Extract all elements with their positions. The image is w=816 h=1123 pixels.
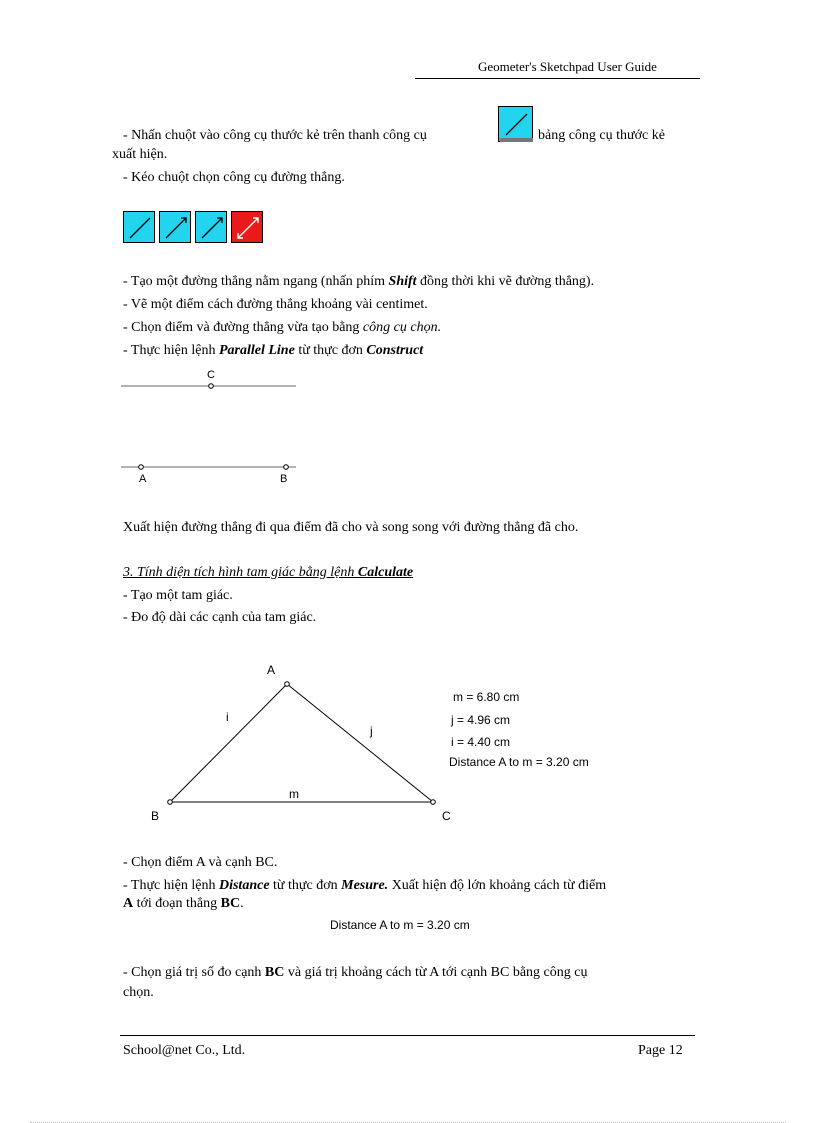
measurement-m[interactable]: m = 6.80 cm <box>453 690 520 704</box>
steps2-line-4-text: - Chọn giá trị số đo cạnh <box>123 965 265 980</box>
label-b: B <box>280 473 288 485</box>
header-rule <box>415 78 700 79</box>
vertex-b-label: B <box>151 809 160 823</box>
steps2-line-4-end: và giá trị khoảng cách từ A tới cạnh BC bằng công cụ <box>284 965 588 980</box>
line-tool-button[interactable] <box>195 211 227 243</box>
line-tool-selected-button[interactable] <box>231 211 263 243</box>
point-b <box>284 465 289 470</box>
shift-key: Shift <box>388 274 417 289</box>
side-i <box>170 684 287 802</box>
vertex-a <box>285 682 290 687</box>
measurement-j[interactable]: j = 4.96 cm <box>451 713 511 727</box>
ray-tool-button[interactable] <box>159 211 191 243</box>
steps2-line-3 <box>123 895 244 913</box>
para1-line2: xuất hiện. <box>112 147 168 162</box>
point-a <box>139 465 144 470</box>
section-3-line-2: - Đo độ dài các cạnh của tam giác. <box>123 610 317 625</box>
steps2-line-2-end: Xuất hiện độ lớn khoảng cách từ điểm <box>388 878 607 893</box>
line-tool-icon <box>196 212 228 244</box>
footer-page-number: Page 12 <box>638 1043 683 1058</box>
vertex-c-label: C <box>442 809 451 823</box>
label-a: A <box>139 473 147 485</box>
segment-tool-button[interactable] <box>123 211 155 243</box>
parallel-line-figure <box>115 365 315 490</box>
section-3-line-1: - Tạo một tam giác. <box>123 588 233 603</box>
side-j <box>287 684 433 802</box>
calculate-command: Calculate <box>357 565 414 580</box>
vertex-c <box>431 800 436 805</box>
section-3-title <box>123 564 413 582</box>
point-a-bold: A <box>123 896 134 911</box>
label-c: C <box>207 369 215 381</box>
steps2-line-2 <box>123 877 606 895</box>
step-4-text: - Thực hiện lệnh <box>123 343 219 358</box>
steps2-line-3-text: tới đoạn thẳng <box>133 896 221 911</box>
ray-tool-icon <box>160 212 192 244</box>
vertex-b <box>168 800 173 805</box>
measurement-i[interactable]: i = 4.40 cm <box>451 735 511 749</box>
measure-menu: Mesure. <box>341 878 389 893</box>
result-text: Xuất hiện đường thẳng đi qua điểm đã cho và song song với đường thẳng đã cho. <box>123 520 579 535</box>
selection-tool-name: công cụ chọn. <box>362 320 442 335</box>
segment-tool-icon <box>124 212 156 244</box>
step-3-text: - Chọn điểm và đường thẳng vừa tạo bằng <box>123 320 363 335</box>
step-2: - Vẽ một điểm cách đường thẳng khoảng vài centimet. <box>123 297 428 312</box>
steps2-line-2-mid: từ thực đơn <box>269 878 342 893</box>
footer-company: School@net Co., Ltd. <box>123 1043 246 1058</box>
step-4-text-mid: từ thực đơn <box>294 343 367 358</box>
segment-bc-bold: BC <box>220 896 241 911</box>
steps2-line-4 <box>123 964 587 982</box>
steps2-line-2-text: - Thực hiện lệnh <box>123 878 219 893</box>
construct-menu: Construct <box>366 343 424 358</box>
step-1-text: - Tạo một đường thẳng nằm ngang (nhấn phím <box>123 274 389 289</box>
page-header-title: Geometer's Sketchpad User Guide <box>478 59 657 74</box>
ruler-tool-button[interactable] <box>498 106 533 142</box>
para1-text-a: - Nhấn chuột vào công cụ thước kẻ trên thanh công cụ <box>123 128 427 143</box>
step-1 <box>123 273 594 291</box>
steps2-line-3-end: . <box>240 896 244 911</box>
parallel-line-command: Parallel Line <box>218 343 295 358</box>
measurement-distance[interactable]: Distance A to m = 3.20 cm <box>449 755 589 769</box>
line-tool-selected-icon <box>232 212 264 244</box>
segment-icon <box>499 107 534 143</box>
distance-command: Distance <box>218 878 270 893</box>
para1-text-b: bảng công cụ thước kẻ <box>538 128 665 143</box>
para1-line3: - Kéo chuột chọn công cụ đường thẳng. <box>123 170 345 185</box>
side-m-label: m <box>289 787 299 801</box>
side-j-label: j <box>370 724 373 738</box>
footer-rule <box>120 1035 695 1036</box>
side-i-label: i <box>226 710 229 724</box>
point-c <box>209 384 214 389</box>
distance-readout[interactable]: Distance A to m = 3.20 cm <box>330 918 470 932</box>
step-4 <box>123 342 423 360</box>
side-bc-bold: BC <box>264 965 285 980</box>
steps2-line-5: chọn. <box>123 985 154 1000</box>
vertex-a-label: A <box>267 663 276 677</box>
steps2-line-1: - Chọn điểm A và cạnh BC. <box>123 855 278 870</box>
triangle-figure <box>150 660 470 830</box>
step-3 <box>123 319 441 337</box>
step-1-text-end: đồng thời khi vẽ đường thẳng). <box>416 274 595 289</box>
section-3-title-text: 3. Tính diện tích hình tam giác bằng lệnh <box>123 565 358 580</box>
